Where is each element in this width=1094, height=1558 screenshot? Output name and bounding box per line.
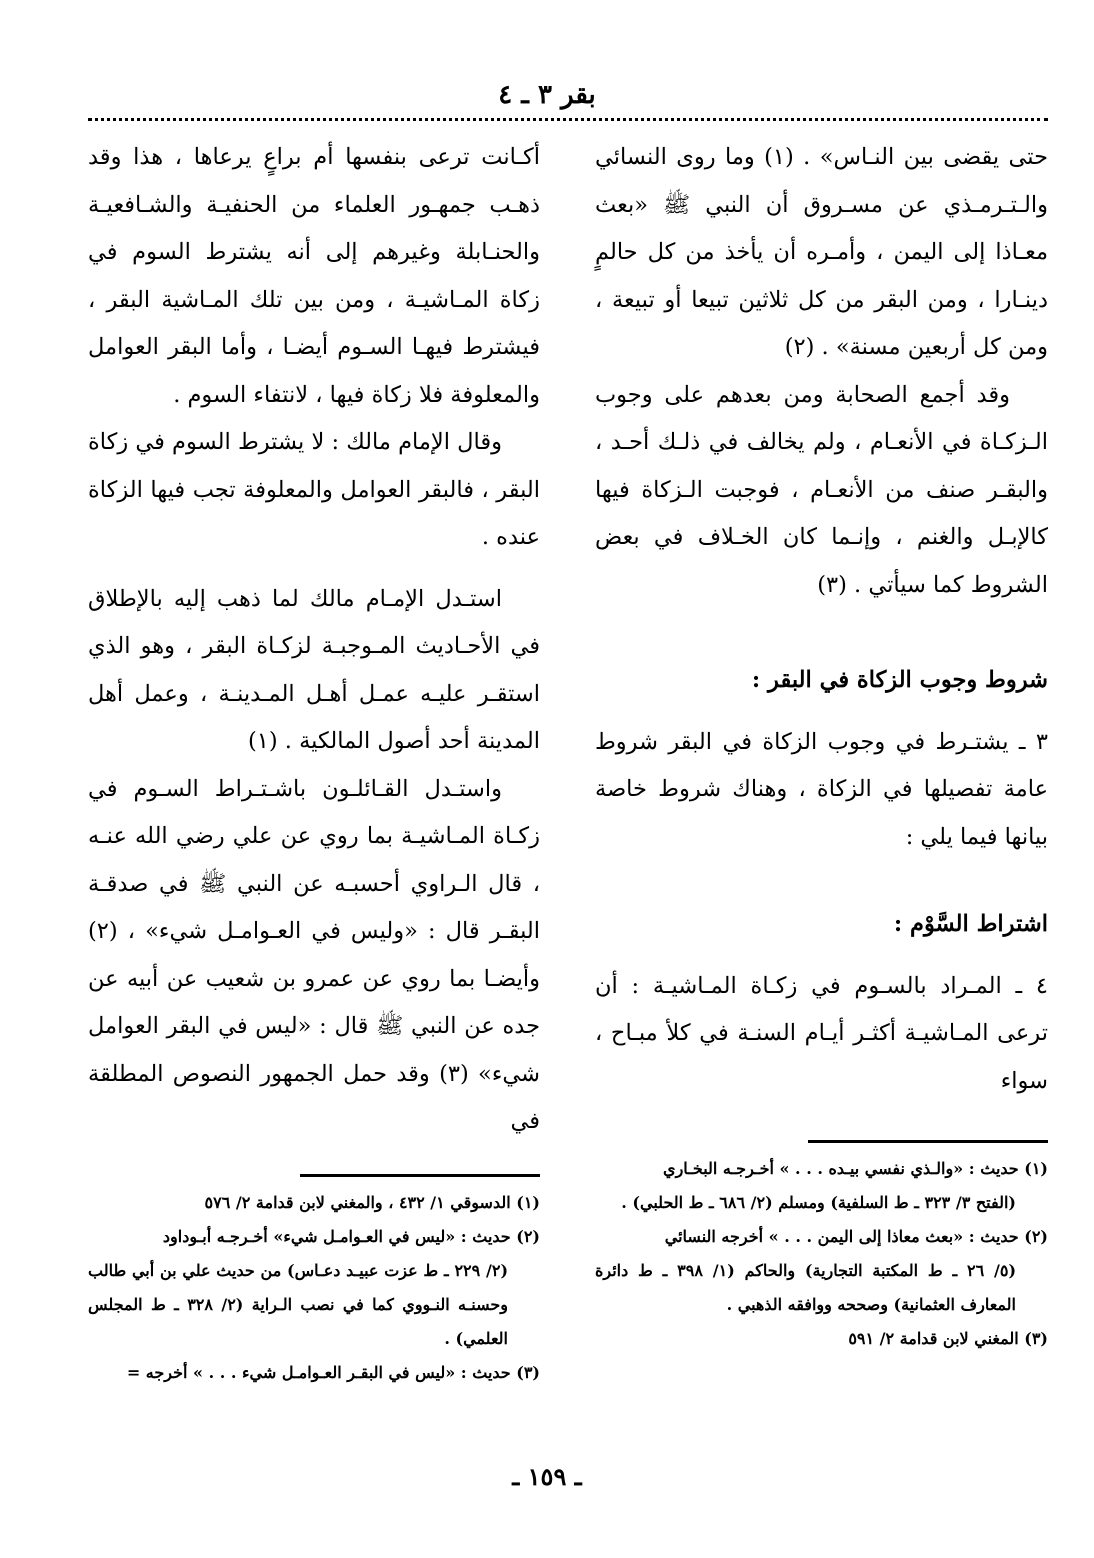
paragraph: وقد أجمع الصحابة ومن بعدهم على وجوب الـزكـاة في الأنعـام ، ولم يخالف في ذلـك أحـد ، والبقـر صنف من الأنعـام ، فوجبت الـزكاة فيها كالإبـل والغنم ، وإنـما كان الخـلاف في بعض الشروط كما سيأتي . (٣) <box>595 381 1048 598</box>
section-heading: اشتراط السَّوْم : <box>893 911 1048 937</box>
spacer <box>595 949 1048 963</box>
running-header: بقر ٣ ـ ٤ <box>498 80 596 110</box>
paragraph: وقال الإمام مالك : لا يشترط السوم في زكاة البقر ، فالبقر العوامل والمعلوفة تجب فيها الزكاة عنده . <box>88 429 540 550</box>
paragraph: أكـانت ترعى بنفسها أم براعٍ يرعاها ، هذا وقد ذهـب جمهـور العلماء من الحنفيـة والشـافعيـة والحنـابلة وغيرهم إلى أنه يشترط السوم في زكاة المـاشيـة ، ومن بين تلك المـاشية البقر ، فيشترط فيهـا السـوم أيضـا ، وأما البقر العوامل والمعلوفة فلا زكاة فيها ، لانتفاء السوم . <box>88 144 540 408</box>
spacer <box>595 705 1048 719</box>
paragraph: حتى يقضى بين النـاس» . (١) وما روى النسائي والـتـرمـذي عن مسـروق أن النبي ﷺ «بعث معـاذا إلى اليمن ، وأمـره أن يأخذ من كل حالمٍ دينـارا ، ومن البقر من كل ثلاثين تبيعا أو تبيعة ، ومن كل أربعين مسنة» . (٢) <box>595 144 1048 360</box>
header-dotted-rule <box>88 118 1048 121</box>
paragraph: استـدل الإمـام مالك لما ذهب إليه بالإطلاق في الأحـاديث المـوجبـة لزكـاة البقر ، وهو الذي استقـر عليـه عمـل أهـل المـدينـة ، وعمل أهل المدينة أحد أصول المالكية . (١) <box>88 585 540 754</box>
footnote: (٣) حديث : «ليس في البقـر العـوامـل شيء . . . » أخرجه = <box>126 1363 540 1382</box>
paragraph: واستـدل القـائلـون باشـتـراط السـوم في زكـاة المـاشيـة بما روي عن علي رضي الله عنـه ، قال الـراوي أحسبـه عن النبي ﷺ في صدقـة البقـر قال : «وليس في العـوامـل شيء» ، (٢) وأيضـا بما روي عن عمرو بن شعيب عن أبيه عن جده عن النبي ﷺ قال : «ليس في البقر العوامل شيء» (٣) وقد حمل الجمهور النصوص المطلقة في <box>88 775 540 1134</box>
footnote: (٢) حديث : «بعث معاذا إلى اليمن . . . » أخرجه النسائي <box>664 1227 1048 1246</box>
footnote: (١) حديث : «والـذي نفسي بيـده . . . » أخـرجـه البخـاري <box>663 1159 1048 1178</box>
spacer <box>88 562 540 576</box>
right-column <box>595 134 1048 1105</box>
page-number: ـ ١٥٩ ـ <box>512 1462 582 1491</box>
footnote-continuation: (٢/ ٢٢٩ ـ ط عزت عبيـد دعـاس) من حديث علي بن أبي طالب وحسنـه النـووي كما في نصب الـراية (٢/ ٣٢٨ ـ ط المجلس العلمي) . <box>88 1261 509 1348</box>
right-footnotes <box>595 1152 1048 1356</box>
paragraph: ٤ ـ المـراد بالسـوم في زكـاة المـاشيـة : أن ترعى المـاشيـة أكثـر أيـام السنـة في كلأ مبـاح ، سواء <box>595 972 1048 1094</box>
spacer <box>595 609 1048 657</box>
footnote: (٣) المغني لابن قدامة ٢/ ٥٩١ <box>848 1329 1048 1348</box>
paragraph: ٣ ـ يشتـرط في وجوب الزكاة في البقر شروط عامة تفصيلها في الزكاة ، وهناك شروط خاصة بيانها فيما يلي : <box>595 728 1048 850</box>
spacer <box>595 861 1048 901</box>
footnote-rule <box>808 1140 1048 1143</box>
left-footnotes <box>88 1186 540 1390</box>
footnote-rule <box>300 1174 540 1177</box>
footnote-continuation: (الفتح ٣/ ٣٢٣ ـ ط السلفية) ومسلم (٢/ ٦٨٦ ـ ط الحلبي) . <box>621 1193 1016 1212</box>
footnote-continuation: (٥/ ٢٦ ـ ط المكتبة التجارية) والحاكم (١/ ٣٩٨ ـ ط دائرة المعارف العثمانية) وصححه ووافقه الذهبي . <box>595 1261 1017 1314</box>
section-heading: شروط وجوب الزكاة في البقر : <box>751 667 1048 693</box>
footnote: (١) الدسوقي ١/ ٤٣٢ ، والمغني لابن قدامة ٢/ ٥٧٦ <box>204 1193 540 1212</box>
left-column <box>88 134 540 1146</box>
footnote: (٢) حديث : «ليس في العـوامـل شيء» أخـرجـه أبـوداود <box>162 1227 540 1246</box>
